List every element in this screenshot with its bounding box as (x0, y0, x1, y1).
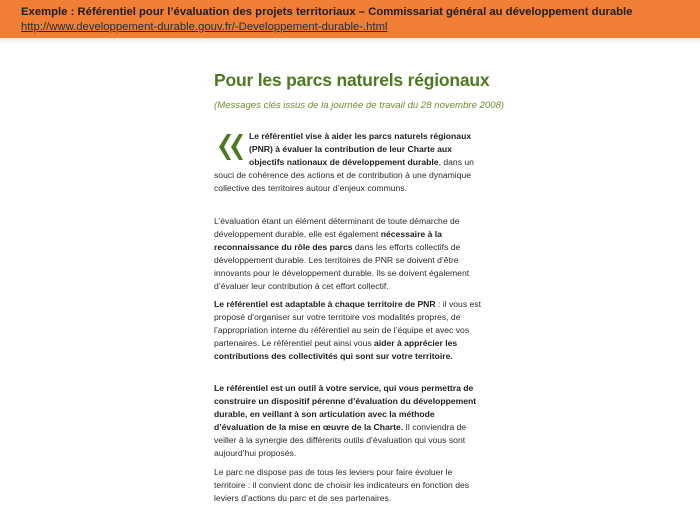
paragraph-adaptable (214, 298, 486, 363)
paragraph-adaptable-text: : il vous est proposé d’organiser sur votre territoire vos modalités propres, de l’appropriation interne du référentiel au sein de l’équipe et avec vos partenaires. Le référentiel peut ainsi vous (214, 299, 481, 348)
document-subtitle: (Messages clés issus de la journée de travail du 28 novembre 2008) (214, 100, 505, 111)
paragraph-intro-bold: Le référentiel vise à aider les parcs naturels régionaux (PNR) à évaluer la contribution de leur Charte aux objectifs nationaux de développement durable (249, 131, 472, 167)
paragraph-evaluation-bold: nécessaire à la reconnaissance du rôle des parcs (214, 229, 442, 252)
paragraph-adaptable-bold-b: aider à apprécier les contributions des collectivités qui sont sur votre territoire. (214, 338, 458, 361)
paragraph-intro (214, 130, 486, 195)
paragraph-levers (214, 466, 486, 505)
paragraph-evaluation (214, 215, 486, 293)
source-link[interactable]: http://www.developpement-durable.gouv.fr/-Developpement-durable-.html (21, 21, 388, 33)
banner-title: Exemple : Référentiel pour l’évaluation des projets territoriaux – Commissariat général au développement durable (21, 6, 633, 18)
paragraph-tool (214, 382, 486, 460)
paragraph-intro-text: , dans un souci de cohérence des actions et de contribution à une dynamique collective des territoires autour d’enjeux communs. (214, 157, 474, 193)
paragraph-evaluation-text-a: L’évaluation étant un élément déterminant de toute démarche de développement durable, elle est également (214, 216, 460, 239)
paragraph-evaluation-text-b: dans les efforts collectifs de développement durable. Les territoires de PNR se doivent d’être innovants pour le développement durable. Ils se doivent également d’évaluer leur contribution à cet effort collectif. (214, 242, 470, 291)
double-chevron-quote-icon (214, 132, 244, 162)
paragraph-levers-text: Le parc ne dispose pas de tous les leviers pour faire évoluer le territoire : il convient donc de choisir les indicateurs en fonction des leviers d’actions du parc et de ses partenaires. (214, 467, 470, 503)
paragraph-tool-text: Il conviendra de veiller à la synergie des différents outils d’évaluation qui vous sont aujourd’hui proposés. (214, 422, 467, 458)
paragraph-adaptable-bold-a: Le référentiel est adaptable à chaque territoire de PNR (214, 299, 436, 309)
header-banner (0, 0, 700, 38)
banner-shadow (0, 38, 700, 44)
paragraph-tool-bold: Le référentiel est un outil à votre service, qui vous permettra de construire un dispositif pérenne d’évaluation du développement durable, en veillant à son articulation avec la méthode d’évaluation de la mise en œuvre de la Charte. (214, 383, 477, 432)
document-title: Pour les parcs naturels régionaux (214, 70, 490, 90)
